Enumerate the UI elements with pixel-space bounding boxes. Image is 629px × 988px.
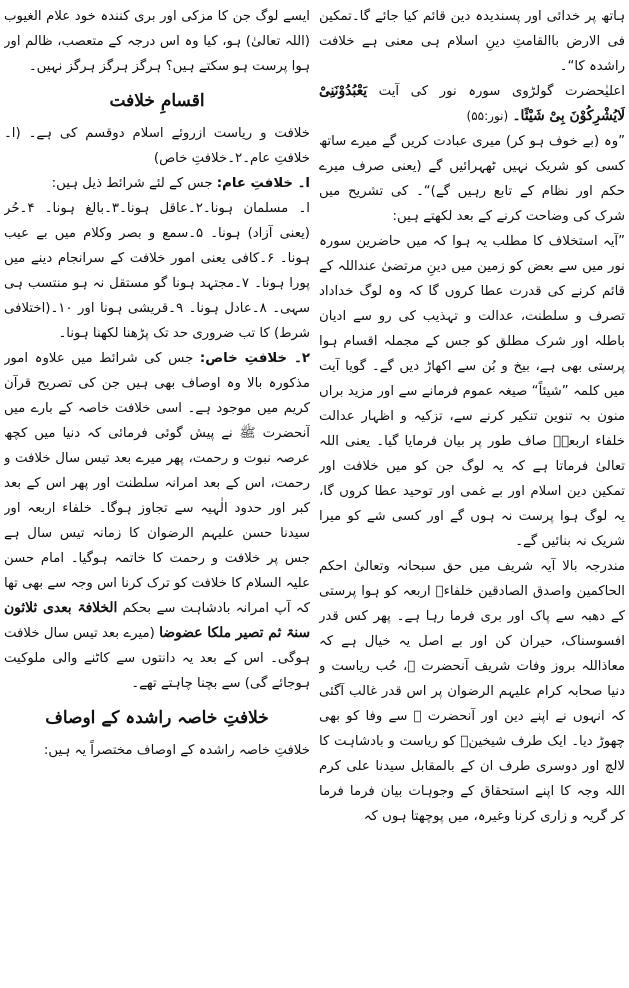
- paragraph: ہاتھ پر خدائی اور پسندیدہ دین قائم کیا جائے گا۔تمکین فی الارض باالقامتِ دینِ اسلام ہی معنی ہے خلافت راشدہ کا“۔: [319, 9, 625, 74]
- section-heading: اقسامِ خلافت: [109, 91, 205, 111]
- paragraph: مندرجہ بالا آیہ شریف میں حق سبحانہ وتعالیٰ احکم الحاکمین واصدق الصادقین خلفاءؓ اربعہ کو ہوا پرستی کے دھبہ سے پاک اور بری فرما رہا ہے۔ پھر کس قدر افسوسناک، حیران کن اور بے اصل یہ خیال ہے کہ معاذاللہ بروز وفات شریف آنحضرت ﷺ، حُب ریاست و دنیا صحابہ کرام علیہم الرضوان پر اس قدر غالب آگئی کہ انہوں نے اپنے دین اور آنحضرت ﷺ سے وفا کو بھی چھوڑ دیا۔ ایک طرف شیخینؓ کو ریاست و بادشاہت کا لالچ اور دوسری طرف ان کے بالمقابل سیدنا علی کرم اللہ وجہ کا اپنے استحقاق کے وجوہات بیان فرما فرما کر گریہ و زاری کرنا وغیرہ، میں پوچھتا ہوں کہ: [319, 559, 625, 824]
- text-span: (میرے بعد تیس سال خلافت ہوگی۔ اس کے بعد یہ دانتوں سے کاٹنے والی ملوکیت ہوجائے گی) سے بچنا چاہتے تھے۔: [4, 626, 310, 691]
- text-span: جس کی شرائط میں علاوہ امور مذکورہ بالا وہ اوصاف بھی ہیں جن کی تصریح قرآن کریم میں موجود ہے۔ اسی خلافت خاصہ کے بارے میں آنحضرت ﷺ نے پیش گوئی فرمائی کہ دنیا میں کچھ عرصہ نبوت و رحمت، پھر میرے بعد تیس سال خلافت و رحمت، اس کے بعد امرانہ سلطنت اور پھر اس کے بعد کبر اور حدود الٰہیہ سے تجاوز ہوگا۔ خلفاء اربعہ اور سیدنا حسن علیہم الرضوان کا زمانہ تیس سال ہے جس پر خلافت و رحمت کا خاتمہ ہوگیا۔ امام حسن علیہ السلام کا خلافت کو ترک کرنا اس وجہ سے بھی تھا کہ آپ امرانہ بادشاہت سے بحکم: [4, 351, 310, 616]
- paragraph: [4, 171, 310, 196]
- term-label: ا۔ خلافتِ عام:: [216, 176, 310, 191]
- verse-reference: (نور:۵۵): [466, 109, 509, 123]
- paragraph: ”آیہ استخلاف کا مطلب یہ ہوا کہ میں حاضرین سورہ نور میں سے بعض کو زمین میں دینِ مرتضیٰ عنداللہ کے قائم کرنے کی قدرت عطا کروں گا کہ وہ لوگ خداداد تصرف و سلطنت، عدالت و تہذیب کی رو سے ادیان باطلہ اور شرک مطلق کو جس کے مجملہ اقسام ہوا پرستی بھی ہے، بیخ و بُن سے اکھاڑ دیں گے۔ گویا آیت میں کلمہ ”شیئاً“ صیغہ عموم فرمانے سے اور مزید براں منون بہ تنوین تنکیر کرنے سے، تزکیہ و اظہار عدالت خلفاء اربعہؓ صاف طور پر بیان فرمایا گیا۔ یعنی اللہ تعالیٰ فرماتا ہے کہ یہ لوگ جن کو میں خلافت اور تمکین دین اسلام اور بے غمی اور توحید عطا کروں گا، یہ لوگ ہوا پرست نہ ہوں گے اور کسی شے کو میرا شریک نہ بنائیں گے۔: [319, 234, 625, 549]
- paragraph: خلافت و ریاست ازروئے اسلام دوقسم کی ہے۔ (ا۔خلافتِ عام۔۲۔خلافتِ خاص): [4, 126, 310, 166]
- right-column: [319, 4, 625, 984]
- section-heading: خلافتِ خاصہ راشدہ کے اوصاف: [45, 708, 269, 728]
- paragraph: ا۔ مسلمان ہونا۔۲۔عاقل ہونا۔۳۔بالغ ہونا۔ ۴۔حُر (یعنی آزاد) ہونا۔ ۵۔سمع و بصر وکلام میں بے عیب ہونا۔ ۶۔کافی یعنی امور خلافت کے سرانجام دینے میں پورا ہونا۔ ۷۔مجتہد ہونا گو مستقل نہ ہو منتسب ہی سہی۔ ۸۔عادل ہونا۔ ۹۔قریشی ہونا اور ۱۰۔(اختلافی شرط) کا تب ضروری حد تک پڑھنا لکھنا ہونا۔: [4, 201, 310, 341]
- paragraph: [319, 79, 625, 129]
- left-column: [4, 4, 310, 984]
- arabic-verse: یَعْبُدُوْنَنِیْ لَایُشْرِکُوْنَ بِیْ شَیْئًا۔: [319, 83, 625, 124]
- paragraph: ”وہ (بے خوف ہو کر) میری عبادت کریں گے میرے ساتھ کسی کو شریک نہیں ٹھہرائیں گے (یعنی صرف میرے حکم اور نظام کے تابع رہیں گے)“۔ کی تشریح میں شرک کی وضاحت کرنے کے بعد لکھتے ہیں:: [319, 134, 625, 224]
- arabic-hadith: الخلافۃ بعدی ثلاثون سنۃ ثم تصیر ملکا عضوضا: [4, 600, 310, 641]
- text-span: جس کے لئے شرائط ذیل ہیں:: [51, 176, 213, 191]
- term-label: ۲۔ خلافتِ خاص:: [199, 351, 310, 366]
- paragraph: ایسے لوگ جن کا مزکی اور بری کنندہ خود علام الغیوب (اللہ تعالیٰ) ہو، کیا وہ اس درجہ کے متعصب، ظالم اور ہوا پرست ہو سکتے ہیں؟ ہرگز ہرگز ہرگز نہیں۔: [4, 9, 310, 74]
- paragraph: خلافتِ خاصہ راشدہ کے اوصاف مختصراً یہ ہیں:: [43, 743, 310, 758]
- text-span: اعلیٰحضرت گولڑوی سورہ نور کی آیت: [378, 84, 625, 99]
- paragraph: [4, 346, 310, 696]
